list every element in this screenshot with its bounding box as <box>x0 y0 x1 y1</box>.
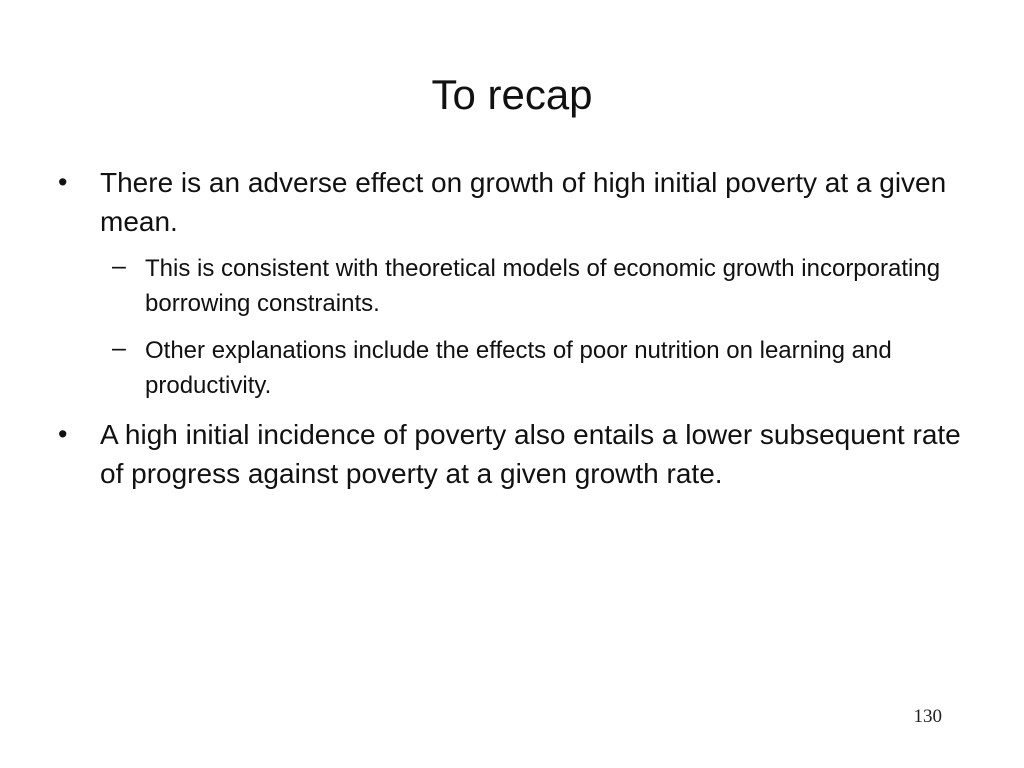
dash-icon: – <box>112 252 126 280</box>
sub-bullet-item <box>100 333 968 403</box>
bullet-icon: • <box>58 167 68 197</box>
slide-title: To recap <box>431 71 593 118</box>
bullet-item <box>58 163 968 403</box>
bullet-text: A high initial incidence of poverty also entails a lower subsequent rate of progress against poverty at a given growth rate. <box>100 419 961 489</box>
sub-bullet-item <box>100 251 968 321</box>
sub-bullet-text: This is consistent with theoretical models of economic growth incorporating borrowing constraints. <box>145 255 941 317</box>
sub-bullet-list <box>100 251 968 403</box>
bullet-icon: • <box>58 419 68 449</box>
dash-icon: – <box>112 334 126 362</box>
bullet-text: There is an adverse effect on growth of high initial poverty at a given mean. <box>100 167 947 237</box>
bullet-item <box>58 415 968 493</box>
sub-bullet-text: Other explanations include the effects of poor nutrition on learning and productivity. <box>145 337 892 399</box>
slide-content <box>58 163 968 503</box>
page-number: 130 <box>913 706 942 727</box>
